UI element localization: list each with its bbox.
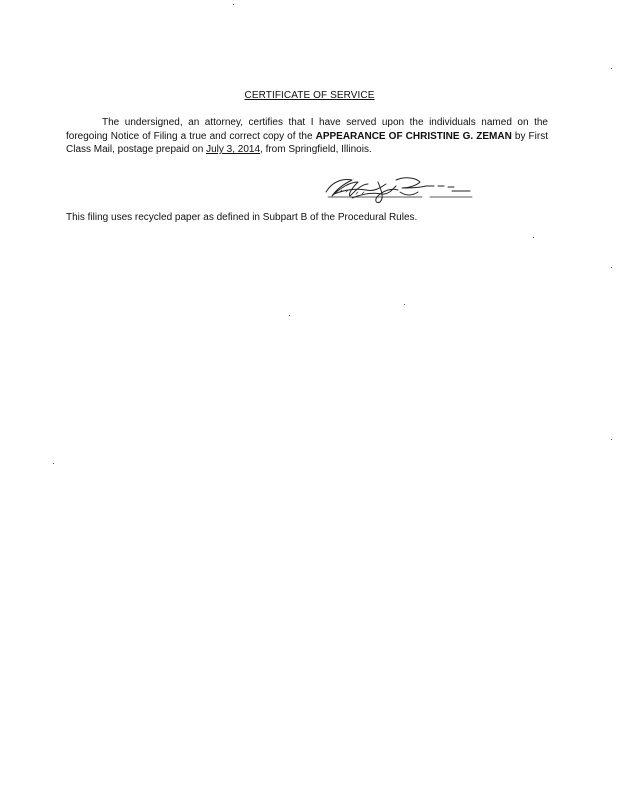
scan-speck xyxy=(53,463,54,464)
service-date: July 3, 2014 xyxy=(206,144,261,155)
scan-speck xyxy=(233,4,234,5)
paragraph-text-part3: , from Springfield, Illinois. xyxy=(260,144,372,155)
certificate-paragraph xyxy=(66,116,548,157)
scan-speck xyxy=(611,68,612,69)
scan-speck xyxy=(611,439,612,440)
scan-speck xyxy=(289,315,290,316)
scan-speck xyxy=(533,237,534,238)
recycled-paper-note: This filing uses recycled paper as defined in Subpart B of the Procedural Rules. xyxy=(66,212,418,223)
scan-speck xyxy=(611,267,612,268)
handwritten-signature xyxy=(322,170,476,206)
scan-speck xyxy=(404,304,405,305)
appearance-title: APPEARANCE OF CHRISTINE G. ZEMAN xyxy=(315,130,512,142)
paragraph-text-part2: by First Class Mail, postage prepaid on xyxy=(66,130,548,155)
document-title: CERTIFICATE OF SERVICE xyxy=(244,90,375,101)
paragraph-text-part1: The undersigned, an attorney, certifies that I have served upon the individuals named on the foregoing Notice of Filing a true and correct copy of the xyxy=(66,117,548,142)
